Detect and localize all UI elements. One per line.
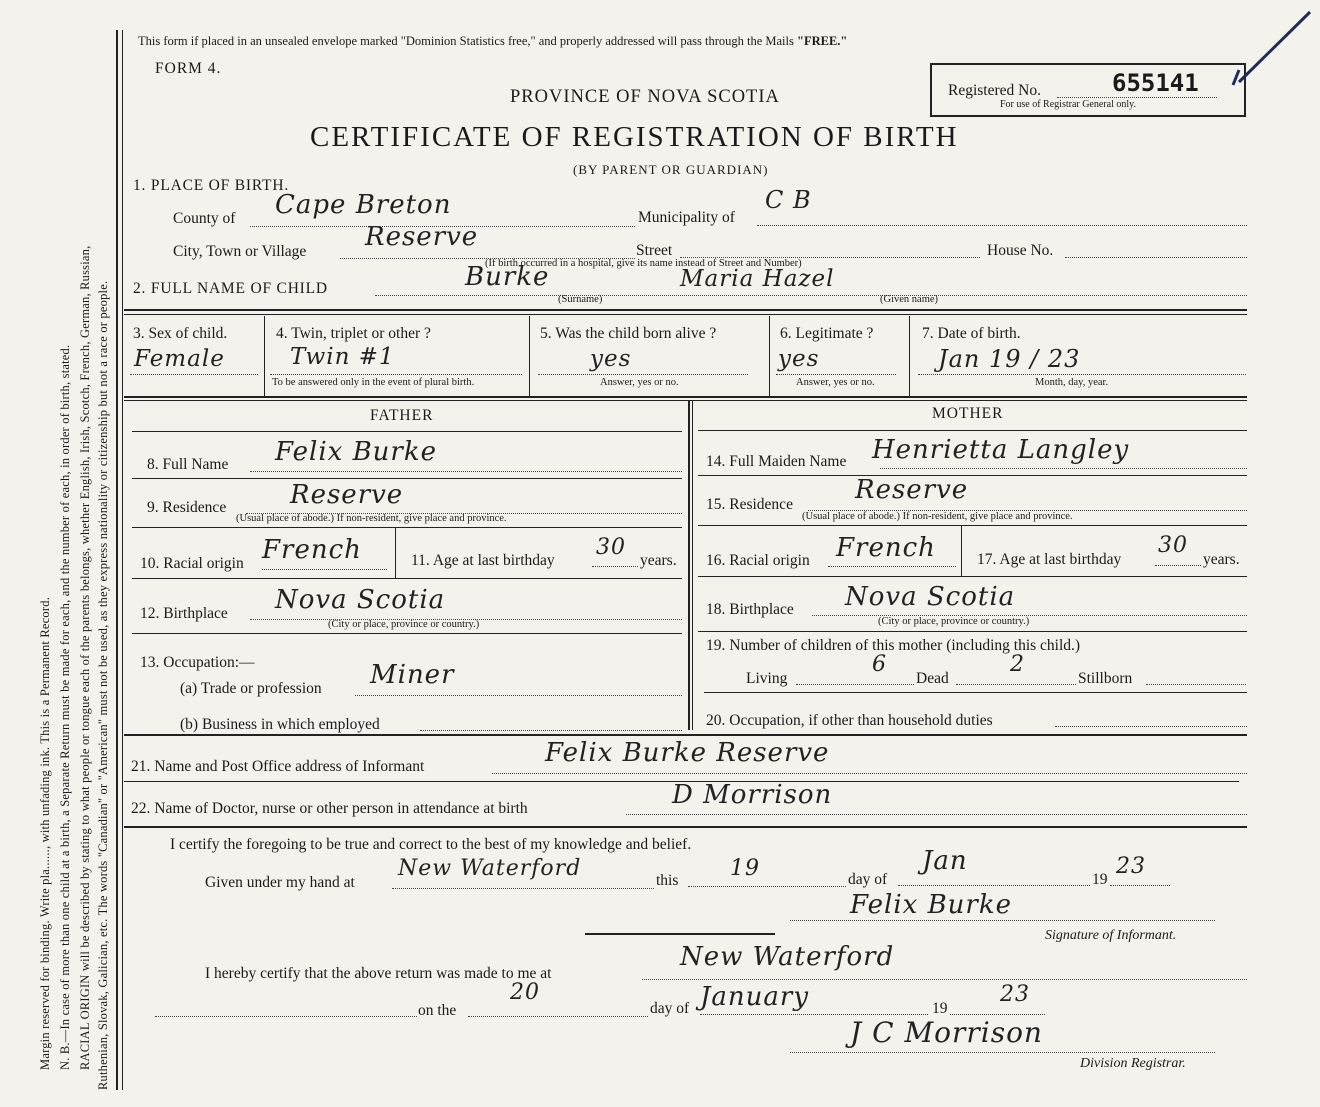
- alive-value: yes: [590, 346, 632, 372]
- father-birthplace-value: Nova Scotia: [275, 585, 446, 615]
- place-heading: 1. PLACE OF BIRTH.: [133, 177, 289, 194]
- this-label: this: [656, 872, 679, 889]
- check-mark: [1225, 0, 1320, 100]
- mother-age-value: 30: [1158, 533, 1188, 558]
- legitimate-label: 6. Legitimate ?: [780, 325, 874, 342]
- registrar-year-prefix: 19: [932, 1000, 948, 1017]
- municipality-value: C B: [765, 186, 812, 214]
- twin-caption: To be answered only in the event of plural birth.: [272, 377, 475, 388]
- margin-line-3: RACIAL ORIGIN will be described by stating to what people or tongue each of the parents belongs, whether English, Irish, Scotch, French, German, Russian,: [78, 245, 92, 1070]
- father-age-label: 11. Age at last birthday: [411, 552, 555, 569]
- certify-statement: I certify the foregoing to be true and correct to the best of my knowledge and belief.: [170, 836, 692, 853]
- on-the-label: on the: [418, 1002, 457, 1019]
- father-years: years.: [640, 552, 677, 569]
- dead-value: 2: [1010, 652, 1025, 677]
- street-label: Street: [636, 242, 673, 259]
- free-label: "FREE.": [797, 34, 848, 48]
- sex-label: 3. Sex of child.: [133, 325, 228, 342]
- given-year-prefix: 19: [1092, 871, 1108, 888]
- registrar-day: 20: [510, 980, 540, 1005]
- trade-label: (a) Trade or profession: [180, 680, 322, 697]
- informant-signature-caption: Signature of Informant.: [1045, 928, 1177, 943]
- province: PROVINCE OF NOVA SCOTIA: [510, 87, 780, 107]
- registrar-month: January: [700, 982, 810, 1012]
- stillborn-label: Stillborn: [1078, 670, 1133, 687]
- margin-line-4: Ruthenian, Slovak, Galician, etc. The words "Canadian" or "American" must not be used, as they express nationality or citizenship but not a race or people.: [96, 280, 110, 1090]
- registered-number: 655141: [1112, 69, 1199, 97]
- child-given-name: Maria Hazel: [680, 266, 835, 292]
- margin-rule: [116, 30, 118, 1090]
- registration-box: [930, 63, 1246, 117]
- living-label: Living: [746, 670, 788, 687]
- father-birthplace-label: 12. Birthplace: [140, 605, 228, 622]
- mother-residence-label: 15. Residence: [706, 496, 793, 513]
- sex-value: Female: [134, 346, 225, 372]
- informant-label: 21. Name and Post Office address of Informant: [131, 758, 425, 775]
- informant-signature: Felix Burke: [850, 890, 1012, 920]
- mother-years: years.: [1203, 551, 1240, 568]
- dob-caption: Month, day, year.: [1035, 377, 1109, 388]
- municipality-label: Municipality of: [638, 209, 735, 226]
- registrar-day-of: day of: [650, 1000, 690, 1017]
- living-value: 6: [872, 652, 887, 677]
- doctor-label: 22. Name of Doctor, nurse or other person in attendance at birth: [131, 800, 528, 817]
- given-year: 23: [1116, 854, 1146, 879]
- father-occupation-label: 13. Occupation:—: [140, 654, 255, 671]
- given-caption: (Given name): [880, 294, 939, 305]
- child-surname: Burke: [465, 262, 550, 292]
- registrar-place: New Waterford: [680, 942, 895, 972]
- trade-value: Miner: [370, 660, 455, 690]
- mother-name-value: Henrietta Langley: [872, 435, 1130, 465]
- father-heading: FATHER: [370, 407, 434, 424]
- registrar-year: 23: [1000, 982, 1030, 1007]
- registrar-note: For use of Registrar General only.: [1000, 99, 1136, 110]
- hospital-note: (If birth occurred in a hospital, give its name instead of Street and Number): [485, 258, 802, 269]
- form-number: FORM 4.: [155, 60, 222, 77]
- father-residence-label: 9. Residence: [147, 499, 227, 516]
- registrar-caption: Division Registrar.: [1080, 1056, 1186, 1071]
- margin-notes: [0, 0, 120, 1107]
- father-name-label: 8. Full Name: [147, 456, 229, 473]
- house-label: House No.: [987, 242, 1054, 259]
- father-age-value: 30: [596, 535, 626, 560]
- county-label: County of: [173, 210, 236, 227]
- legitimate-value: yes: [778, 346, 820, 372]
- day-of-label: day of: [848, 871, 888, 888]
- mother-heading: MOTHER: [932, 405, 1004, 422]
- father-name-value: Felix Burke: [275, 437, 437, 467]
- mother-birthplace-label: 18. Birthplace: [706, 601, 794, 618]
- given-month: Jan: [922, 846, 968, 876]
- mother-race-value: French: [836, 533, 936, 563]
- children-label: 19. Number of children of this mother (including this child.): [706, 637, 1081, 654]
- county-value: Cape Breton: [275, 190, 452, 220]
- father-race-label: 10. Racial origin: [140, 555, 244, 572]
- business-label: (b) Business in which employed: [180, 716, 380, 733]
- city-value: Reserve: [365, 222, 479, 252]
- margin-line-1: Margin reserved for binding. Write pla......, with unfading ink. This is a Permanent Record.: [38, 596, 52, 1070]
- twin-label: 4. Twin, triplet or other ?: [276, 325, 431, 342]
- dead-label: Dead: [916, 670, 949, 687]
- legitimate-caption: Answer, yes or no.: [796, 377, 875, 388]
- father-race-value: French: [262, 535, 362, 565]
- document-title: CERTIFICATE OF REGISTRATION OF BIRTH: [310, 121, 959, 153]
- registrar-signature: J C Morrison: [850, 1016, 1043, 1049]
- margin-rule-inner: [122, 30, 123, 1090]
- margin-line-2: N. B.—In case of more than one child at a birth, a Separate Return must be made for each, and the number of each, in order of birth, stated.: [58, 344, 72, 1070]
- mother-name-label: 14. Full Maiden Name: [706, 453, 847, 470]
- mother-residence-value: Reserve: [855, 475, 969, 505]
- child-name-label: 2. FULL NAME OF CHILD: [133, 280, 328, 297]
- given-day: 19: [730, 856, 760, 881]
- dob-value: Jan 19 / 23: [938, 345, 1081, 373]
- dob-label: 7. Date of birth.: [922, 325, 1021, 342]
- given-label: Given under my hand at: [205, 874, 355, 891]
- registered-label: Registered No.: [948, 82, 1041, 99]
- alive-caption: Answer, yes or no.: [600, 377, 679, 388]
- mother-birthplace-caption: (City or place, province or country.): [878, 616, 1030, 627]
- father-residence-value: Reserve: [290, 480, 404, 510]
- surname-caption: (Surname): [558, 294, 603, 305]
- mother-race-label: 16. Racial origin: [706, 552, 810, 569]
- registrar-statement: I hereby certify that the above return was made to me at: [205, 965, 552, 982]
- father-birthplace-caption: (City or place, province or country.): [328, 619, 480, 630]
- document-subtitle: (BY PARENT OR GUARDIAN): [573, 162, 769, 177]
- alive-label: 5. Was the child born alive ?: [540, 325, 717, 342]
- doctor-value: D Morrison: [672, 780, 833, 810]
- mother-occupation-label: 20. Occupation, if other than household duties: [706, 712, 993, 729]
- mail-note: This form if placed in an unsealed envelope marked "Dominion Statistics free," and properly addressed will pass through the Mails: [138, 34, 794, 48]
- informant-value: Felix Burke Reserve: [545, 738, 830, 768]
- mother-age-label: 17. Age at last birthday: [977, 551, 1122, 568]
- mother-residence-caption: (Usual place of abode.) If non-resident, give place and province.: [802, 511, 1073, 522]
- twin-value: Twin #1: [290, 344, 395, 370]
- father-residence-caption: (Usual place of abode.) If non-resident, give place and province.: [236, 513, 507, 524]
- city-label: City, Town or Village: [173, 243, 307, 260]
- mother-birthplace-value: Nova Scotia: [845, 582, 1016, 612]
- given-place: New Waterford: [398, 856, 582, 881]
